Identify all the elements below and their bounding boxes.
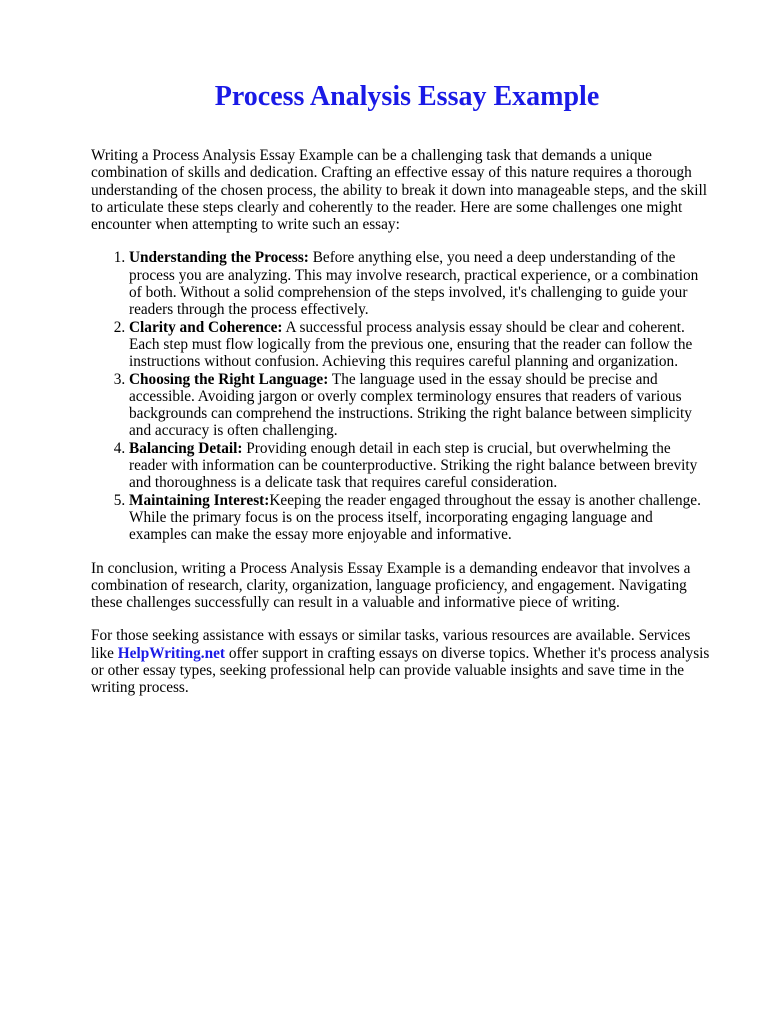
closing-paragraph	[91, 627, 711, 696]
list-item	[129, 249, 711, 318]
challenges-list	[91, 249, 711, 543]
list-item-heading: Maintaining Interest:	[129, 491, 270, 509]
conclusion-paragraph: In conclusion, writing a Process Analysis Essay Example is a demanding endeavor that involves a combination of research, clarity, organization, language proficiency, and engagement. Navigating these challenges successfully can result in a valuable and informative piece of writing.	[91, 559, 691, 612]
list-item-heading: Clarity and Coherence:	[129, 318, 283, 336]
list-item	[129, 440, 711, 492]
list-item	[129, 371, 711, 440]
closing-text-after: offer support in crafting essays on diverse topics. Whether it's process analysis or other essay types, seeking professional help can provide valuable insights and save time in the writing process.	[91, 644, 710, 697]
list-item	[129, 319, 711, 371]
list-item-heading: Choosing the Right Language:	[129, 370, 329, 388]
list-item-text: Providing enough detail in each step is crucial, but overwhelming the reader with information can be counterproductive. Striking the right balance between brevity and thoroughness is a delicate task that requires careful consideration.	[129, 439, 698, 492]
closing-text-before: For those seeking assistance with essays or similar tasks, various resources are available. Services like	[91, 627, 691, 662]
list-item-text: Before anything else, you need a deep understanding of the process you are analyzing. This may involve research, practical experience, or a combination of both. Without a solid comprehension of the steps involved, it's challenging to guide your readers through the process effectively.	[129, 249, 699, 319]
list-item	[129, 492, 711, 544]
list-item-heading: Understanding the Process:	[129, 249, 309, 267]
list-item-text: A successful process analysis essay should be clear and coherent. Each step must flow logically from the previous one, ensuring that the reader can follow the instructions without confusion. Achieving this requires careful planning and organization.	[129, 318, 693, 371]
helpwriting-link[interactable]: HelpWriting.net	[117, 644, 225, 662]
page-title: Process Analysis Essay Example	[214, 81, 600, 112]
document-page	[91, 80, 711, 713]
intro-paragraph: Writing a Process Analysis Essay Example can be a challenging task that demands a unique combination of skills and dedication. Crafting an effective essay of this nature requires a thorough understanding of the chosen process, the ability to break it down into manageable steps, and the skill to articulate these steps clearly and coherently to the reader. Here are some challenges one might encounter when attempting to write such an essay:	[91, 147, 707, 234]
list-item-text: Keeping the reader engaged throughout the essay is another challenge. While the primary focus is on the process itself, incorporating engaging language and examples can make the essay more enjoyable and informative.	[129, 491, 701, 544]
list-item-text: The language used in the essay should be precise and accessible. Avoiding jargon or overly complex terminology ensures that readers of various backgrounds can comprehend the instructions. Striking the right balance between simplicity and accuracy is often challenging.	[129, 370, 692, 440]
list-item-heading: Balancing Detail:	[129, 439, 243, 457]
